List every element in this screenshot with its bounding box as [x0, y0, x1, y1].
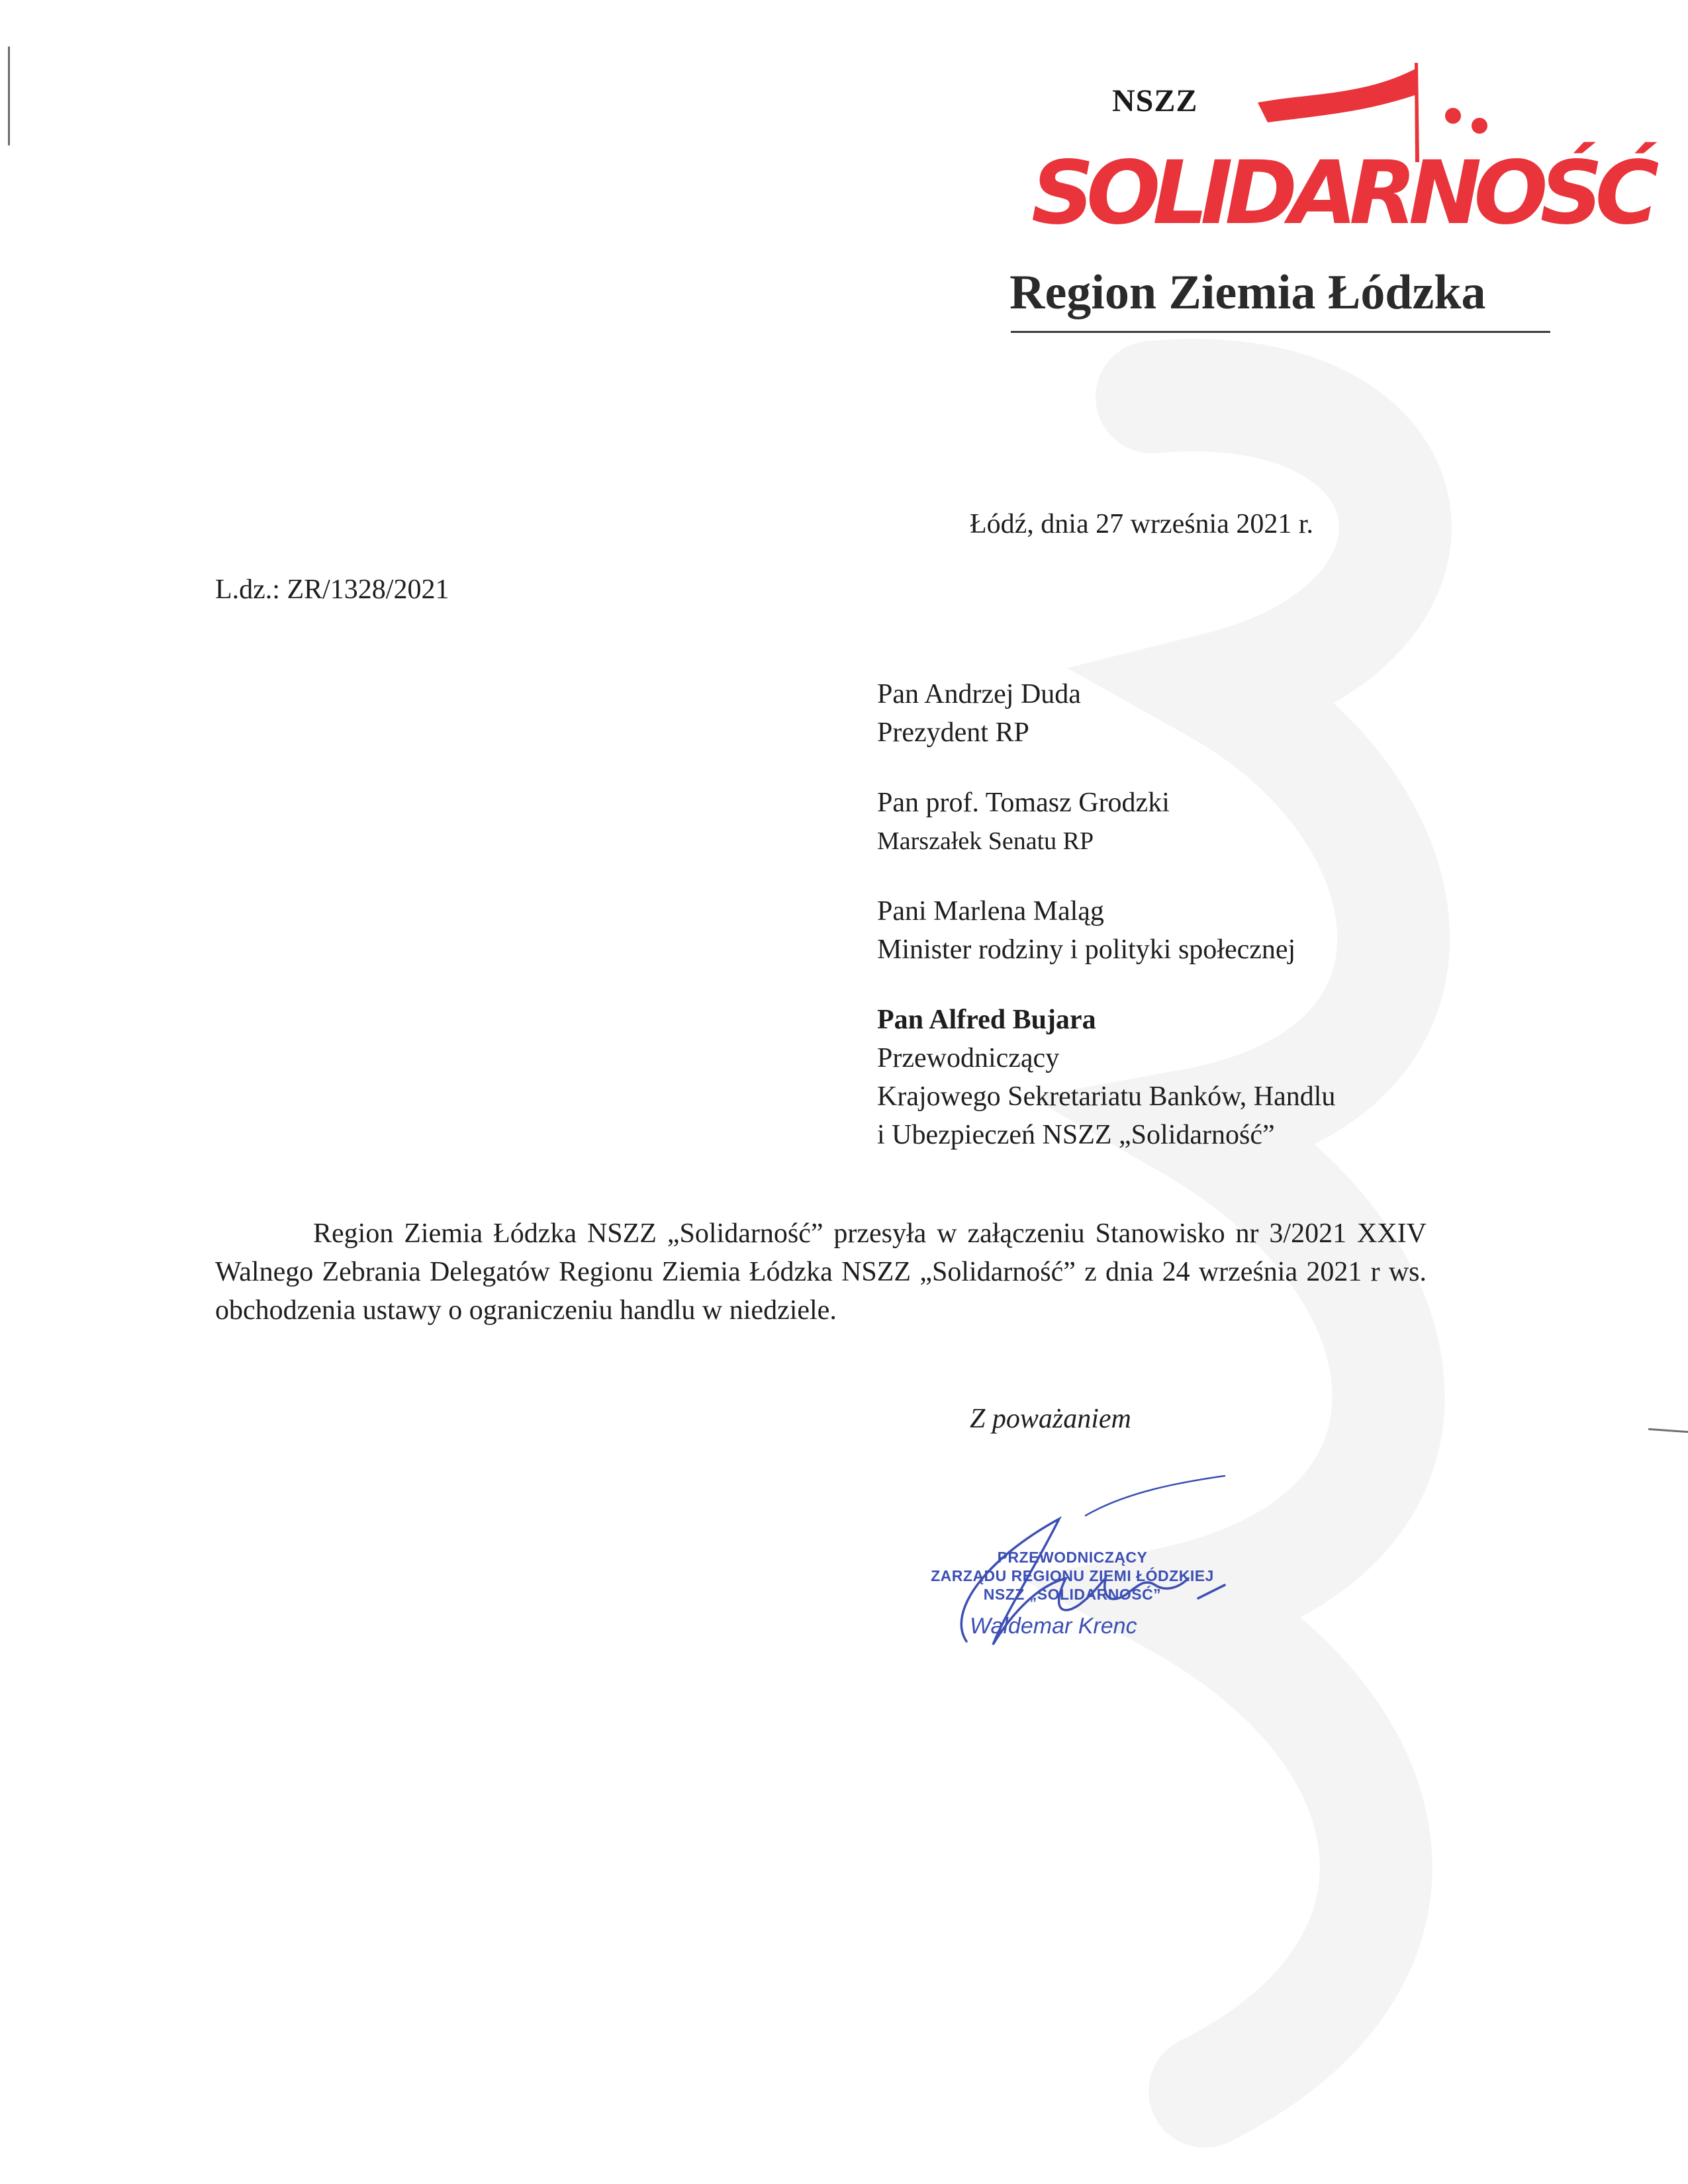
reference-number: L.dz.: ZR/1328/2021 [215, 574, 449, 605]
scan-edge-mark [8, 46, 10, 146]
recipient [877, 1001, 1473, 1154]
letter-body [215, 1214, 1427, 1330]
recipient [877, 892, 1473, 969]
closing-salutation: Z poważaniem [970, 1404, 1131, 1434]
handwritten-signature [927, 1479, 1244, 1678]
stamp-line: ZARZĄDU REGIONU ZIEMI ŁÓDZKIEJ [931, 1567, 1214, 1584]
letterhead-divider [1011, 331, 1550, 333]
recipient [877, 784, 1473, 860]
recipient-title: Przewodniczący [877, 1043, 1060, 1073]
stamp-line: NSZZ „SOLIDARNOŚĆ” [983, 1586, 1162, 1603]
stamp-line: PRZEWODNICZĄCY [997, 1549, 1148, 1566]
letter-body-text: Region Ziemia Łódzka NSZZ „Solidarność” przesyła w załączeniu Stanowisko nr 3/2021 XXIV Walnego Zebrania Delegatów Regionu Ziemia Łódzka NSZZ „Solidarność” z dnia 24 września 2021 r ws. obchodzenia ustawy o ograniczeniu handlu w niedziele. [215, 1218, 1427, 1326]
solidarnosc-logo [1019, 56, 1652, 248]
recipient [877, 675, 1473, 752]
letter-date: Łódź, dnia 27 września 2021 r. [970, 509, 1314, 539]
logo-wordmark: SOLIDARNOŚĆ [1031, 142, 1652, 244]
recipient-title: Prezydent RP [877, 717, 1029, 748]
letterhead-region: Region Ziemia Łódzka [1009, 265, 1486, 320]
recipient-title: Marszałek Senatu RP [877, 827, 1094, 855]
recipient-title-line: Krajowego Sekretariatu Banków, Handlu [877, 1081, 1336, 1112]
recipient-name: Pani Marlena Maląg [877, 896, 1104, 927]
recipients-block [877, 675, 1473, 1186]
scan-edge-mark [1648, 1428, 1688, 1433]
stamp-signatory-name: Waldemar Krenc [970, 1614, 1137, 1639]
letterhead-nszz: NSZZ [1112, 83, 1198, 118]
recipient-title-line: i Ubezpieczeń NSZZ „Solidarność” [877, 1120, 1275, 1150]
recipient-name: Pan prof. Tomasz Grodzki [877, 788, 1170, 818]
recipient-name: Pan Alfred Bujara [877, 1005, 1096, 1035]
recipient-title: Minister rodziny i polityki społecznej [877, 934, 1296, 965]
recipient-name: Pan Andrzej Duda [877, 679, 1081, 709]
